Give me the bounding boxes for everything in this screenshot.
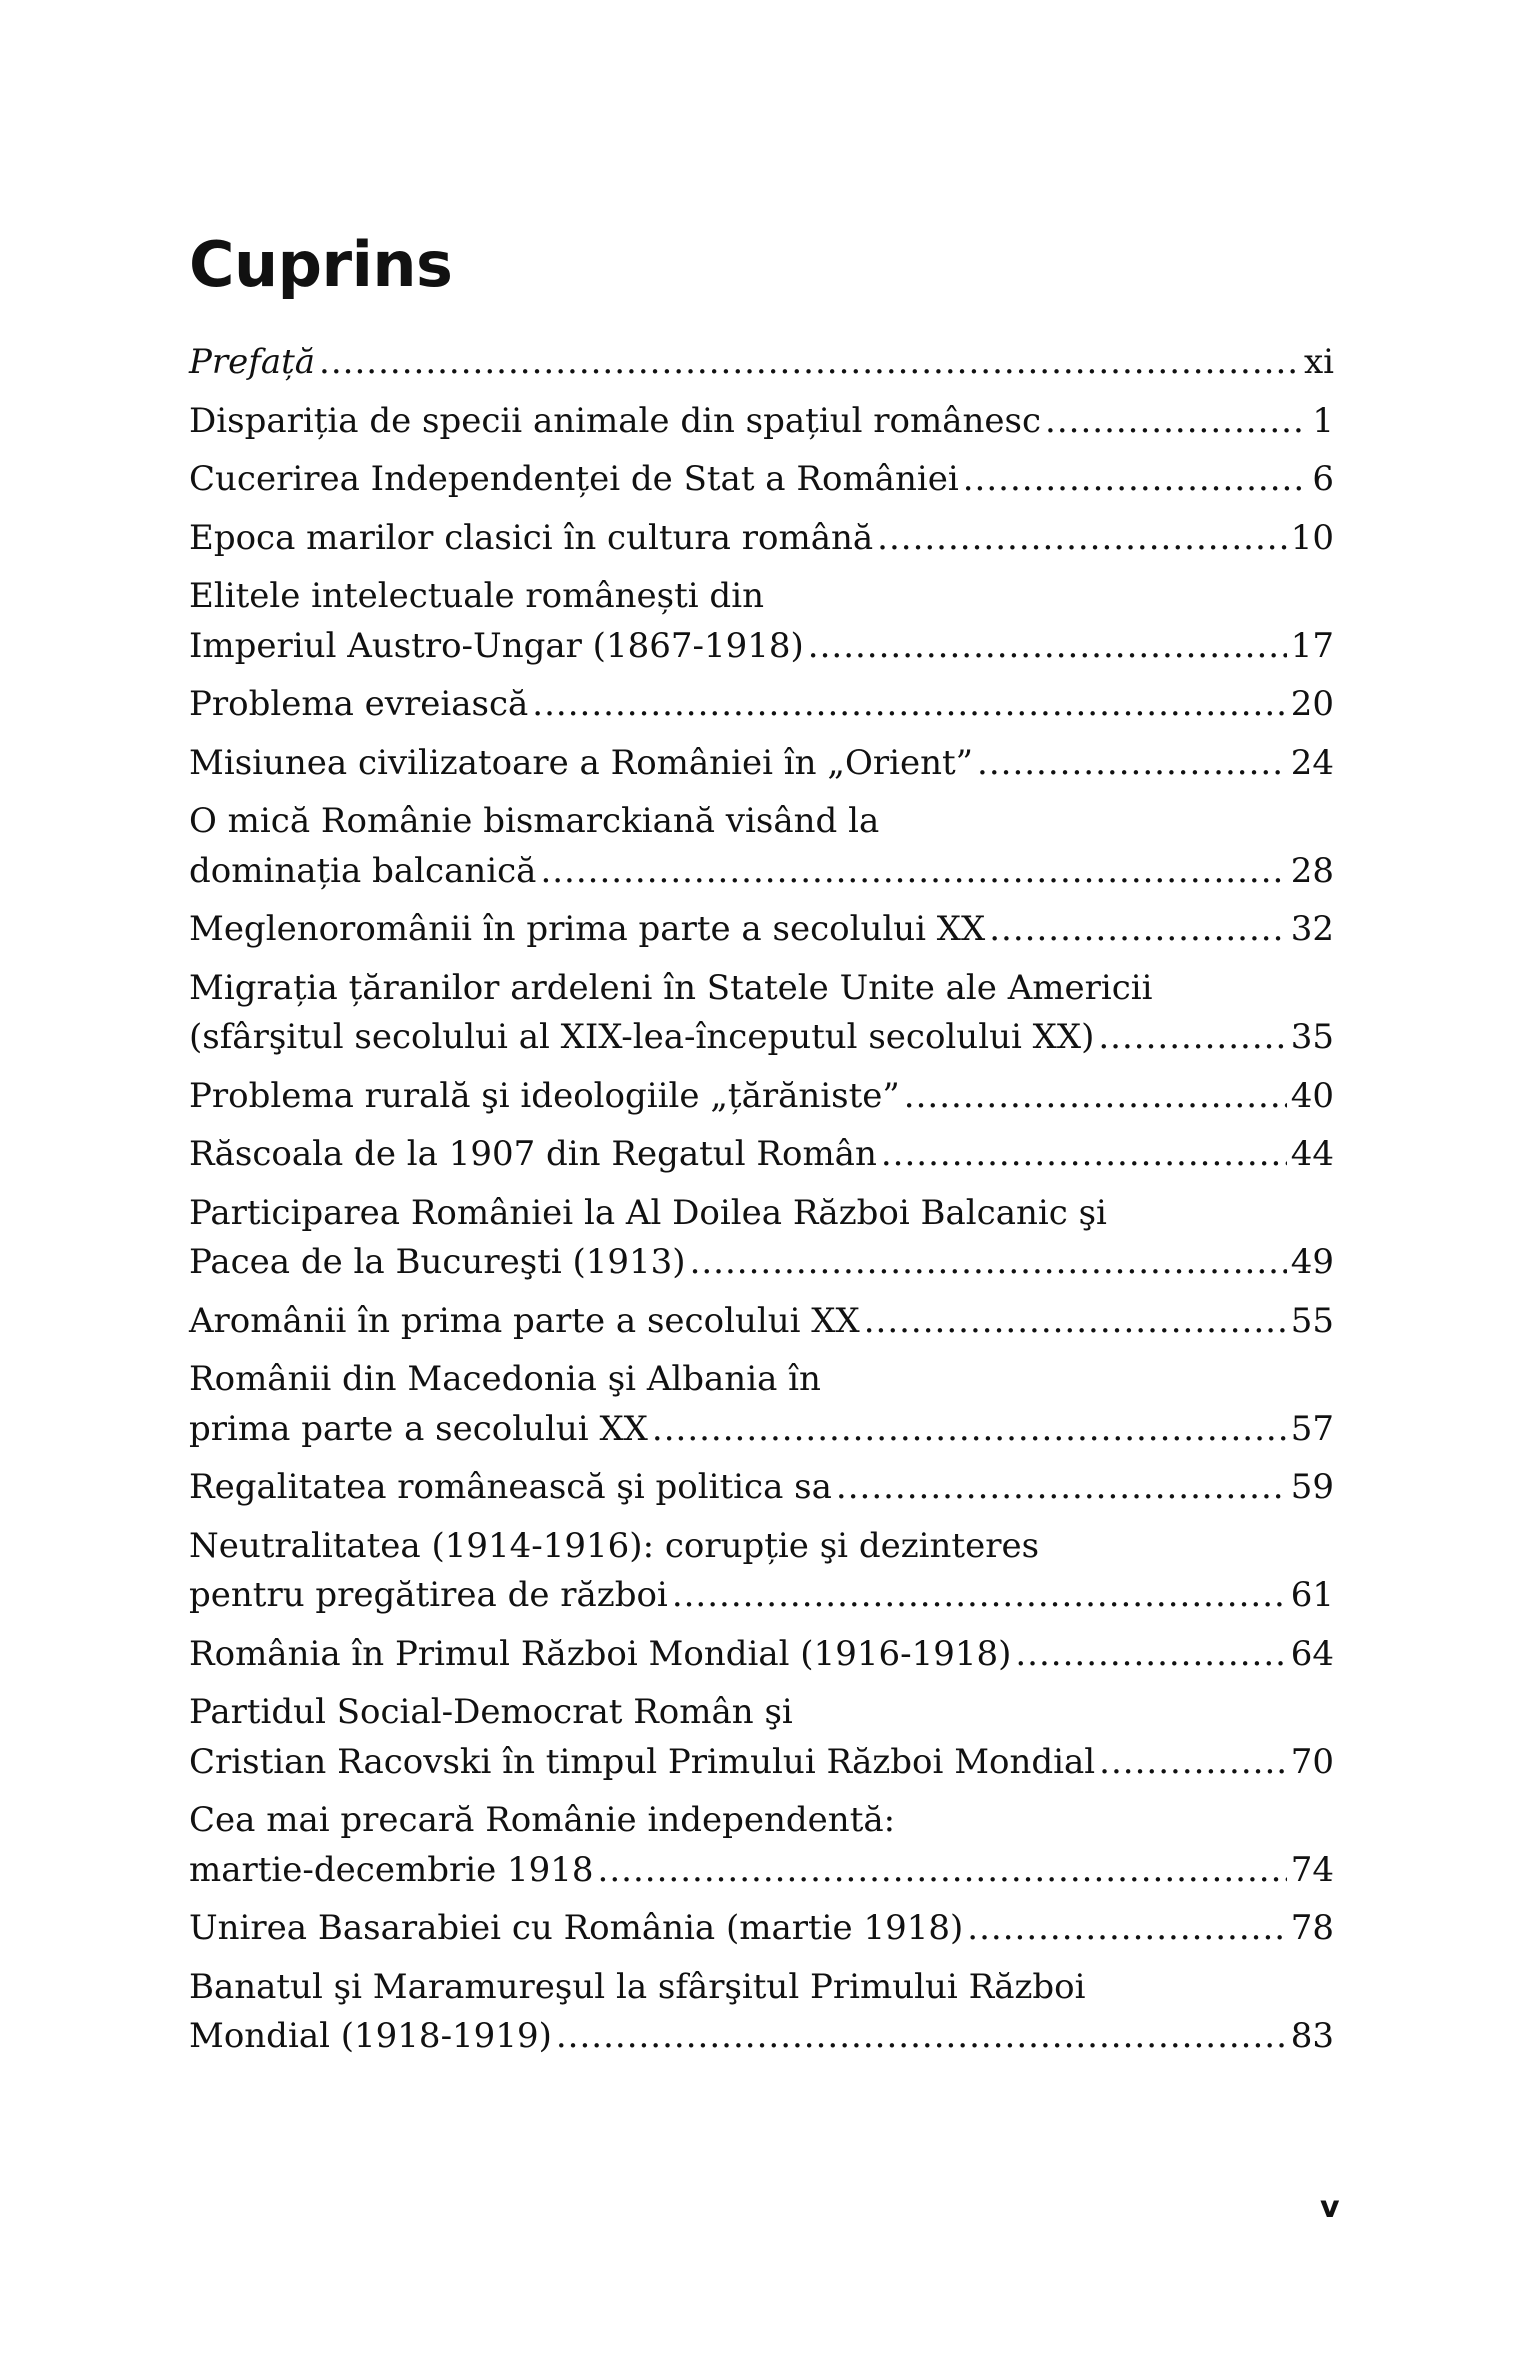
dot-leader bbox=[319, 338, 1300, 388]
toc-entry-line bbox=[189, 1688, 1334, 1738]
toc-entry[interactable] bbox=[189, 455, 1334, 505]
toc-entry-line bbox=[189, 1189, 1334, 1239]
toc-page-number: 74 bbox=[1290, 1849, 1334, 1890]
table-of-contents bbox=[189, 338, 1334, 2071]
toc-entry-line bbox=[189, 905, 1334, 955]
toc-entry-line bbox=[189, 1630, 1334, 1680]
toc-entry-title: O mică Românie bismarckiană visând la bbox=[189, 801, 880, 841]
toc-entry[interactable] bbox=[189, 1189, 1334, 1288]
toc-page-number: 44 bbox=[1290, 1134, 1334, 1174]
toc-page-number: 70 bbox=[1290, 1741, 1334, 1782]
toc-entry-title: pentru pregătirea de război bbox=[189, 1575, 668, 1615]
toc-entry-title: (sfârşitul secolului al XIX-lea-începutul secolului XX) bbox=[189, 1017, 1095, 1057]
toc-page-number: 32 bbox=[1290, 909, 1334, 949]
toc-entry-line bbox=[189, 680, 1334, 730]
toc-entry-title: Mondial (1918-1919) bbox=[189, 2016, 552, 2056]
toc-entry[interactable] bbox=[189, 905, 1334, 955]
toc-entry[interactable] bbox=[189, 1355, 1334, 1454]
toc-entry-line bbox=[189, 739, 1334, 789]
dot-leader bbox=[532, 680, 1286, 730]
toc-entry[interactable] bbox=[189, 964, 1334, 1063]
page-title: Cuprins bbox=[189, 228, 453, 301]
toc-page-number: 83 bbox=[1290, 2016, 1334, 2056]
dot-leader bbox=[540, 847, 1286, 897]
toc-page-number: 10 bbox=[1290, 517, 1334, 558]
dot-leader bbox=[864, 1297, 1287, 1347]
toc-page-number: 49 bbox=[1290, 1242, 1334, 1282]
toc-entry-title: Unirea Basarabiei cu România (martie 1918) bbox=[189, 1908, 964, 1948]
toc-entry-line bbox=[189, 1963, 1334, 2013]
dot-leader bbox=[963, 455, 1309, 505]
dot-leader bbox=[652, 1405, 1287, 1455]
toc-entry-title: Aromânii în prima parte a secolului XX bbox=[189, 1300, 860, 1341]
toc-page-number: 40 bbox=[1290, 1075, 1334, 1116]
dot-leader bbox=[881, 1130, 1287, 1180]
toc-entry-title: Dispariția de specii animale din spațiul românesc bbox=[189, 400, 1042, 441]
toc-entry-title: Epoca marilor clasici în cultura română bbox=[189, 517, 874, 558]
toc-entry-title: Elitele intelectuale românești din bbox=[189, 576, 764, 616]
dot-leader bbox=[1045, 397, 1308, 447]
toc-page-number: 1 bbox=[1312, 400, 1334, 441]
toc-entry[interactable] bbox=[189, 1796, 1334, 1895]
dot-leader bbox=[690, 1238, 1287, 1288]
toc-entry-title: Răscoala de la 1907 din Regatul Român bbox=[189, 1134, 877, 1174]
dot-leader bbox=[904, 1072, 1287, 1122]
toc-entry-title: Imperiul Austro-Ungar (1867-1918) bbox=[189, 625, 804, 666]
toc-entry-title: Banatul şi Maramureşul la sfârşitul Primului Război bbox=[189, 1966, 1086, 2007]
toc-entry-line bbox=[189, 1571, 1334, 1621]
toc-entry-line bbox=[189, 1738, 1334, 1788]
toc-entry[interactable] bbox=[189, 572, 1334, 671]
toc-entry-line bbox=[189, 847, 1334, 897]
toc-entry-line bbox=[189, 1355, 1334, 1405]
toc-entry[interactable] bbox=[189, 1297, 1334, 1347]
toc-entry-line bbox=[189, 514, 1334, 564]
toc-entry[interactable] bbox=[189, 1688, 1334, 1787]
toc-entry-title: Misiunea civilizatoare a României în „Orient” bbox=[189, 742, 974, 783]
toc-page-number: 55 bbox=[1290, 1300, 1334, 1341]
toc-entry-title: martie-decembrie 1918 bbox=[189, 1849, 594, 1890]
toc-page-number: 6 bbox=[1312, 459, 1334, 499]
toc-entry-line bbox=[189, 1297, 1334, 1347]
toc-entry-title: Neutralitatea (1914-1916): corupție şi dezinteres bbox=[189, 1525, 1040, 1566]
toc-entry-line bbox=[189, 455, 1334, 505]
toc-entry-line bbox=[189, 1238, 1334, 1288]
toc-entry-title: România în Primul Război Mondial (1916-1918) bbox=[189, 1633, 1012, 1674]
toc-page-number: xi bbox=[1303, 342, 1334, 382]
toc-entry-line bbox=[189, 1405, 1334, 1455]
toc-entry-line bbox=[189, 1072, 1334, 1122]
dot-leader bbox=[1015, 1630, 1286, 1680]
toc-entry-title: Partidul Social-Democrat Român şi bbox=[189, 1692, 793, 1732]
toc-entry-line bbox=[189, 1463, 1334, 1513]
toc-entry-line bbox=[189, 1130, 1334, 1180]
toc-entry[interactable] bbox=[189, 1072, 1334, 1122]
dot-leader bbox=[1098, 1013, 1286, 1063]
toc-entry-title: Participarea României la Al Doilea Război Balcanic şi bbox=[189, 1192, 1107, 1233]
toc-entry-line bbox=[189, 397, 1334, 447]
toc-page-number: 20 bbox=[1290, 684, 1334, 724]
toc-entry-line bbox=[189, 572, 1334, 622]
dot-leader bbox=[836, 1463, 1287, 1513]
dot-leader bbox=[598, 1846, 1287, 1896]
toc-entry-line bbox=[189, 797, 1334, 847]
dot-leader bbox=[556, 2012, 1287, 2062]
toc-entry-title: Prefață bbox=[189, 342, 316, 382]
toc-entry-line bbox=[189, 338, 1334, 388]
toc-page-number: 61 bbox=[1290, 1575, 1334, 1615]
dot-leader bbox=[977, 739, 1287, 789]
toc-entry[interactable] bbox=[189, 338, 1334, 388]
toc-entry-title: Regalitatea românească şi politica sa bbox=[189, 1467, 832, 1507]
toc-entry-title: Pacea de la Bucureşti (1913) bbox=[189, 1242, 686, 1282]
toc-entry-line bbox=[189, 1846, 1334, 1896]
toc-entry-title: Cucerirea Independenței de Stat a României bbox=[189, 459, 959, 499]
toc-entry-title: prima parte a secolului XX bbox=[189, 1408, 648, 1449]
toc-entry-title: Cristian Racovski în timpul Primului Război Mondial bbox=[189, 1741, 1096, 1782]
toc-page-number: 64 bbox=[1290, 1633, 1334, 1674]
toc-entry[interactable] bbox=[189, 680, 1334, 730]
toc-entry[interactable] bbox=[189, 514, 1334, 564]
toc-entry[interactable] bbox=[189, 1463, 1334, 1513]
toc-entry[interactable] bbox=[189, 1130, 1334, 1180]
dot-leader bbox=[967, 1904, 1286, 1954]
toc-page-number: 17 bbox=[1290, 625, 1334, 666]
toc-entry-line bbox=[189, 1904, 1334, 1954]
toc-entry[interactable] bbox=[189, 797, 1334, 896]
page-number: v bbox=[1320, 2190, 1340, 2225]
toc-entry-line bbox=[189, 622, 1334, 672]
toc-page-number: 78 bbox=[1290, 1908, 1334, 1948]
toc-entry-line bbox=[189, 1796, 1334, 1846]
toc-entry-title: Cea mai precară Românie independentă: bbox=[189, 1800, 896, 1840]
toc-entry-title: dominația balcanică bbox=[189, 850, 537, 891]
dot-leader bbox=[672, 1571, 1287, 1621]
toc-entry-line bbox=[189, 1522, 1334, 1572]
toc-page-number: 24 bbox=[1290, 742, 1334, 783]
dot-leader bbox=[808, 622, 1287, 672]
toc-entry[interactable] bbox=[189, 739, 1334, 789]
dot-leader bbox=[1099, 1738, 1287, 1788]
toc-entry-line bbox=[189, 1013, 1334, 1063]
toc-entry-title: Migrația țăranilor ardeleni în Statele Unite ale Americii bbox=[189, 967, 1153, 1008]
toc-page-number: 28 bbox=[1290, 850, 1334, 891]
toc-entry-title: Meglenoromânii în prima parte a secolului XX bbox=[189, 909, 986, 949]
toc-entry-title: Problema rurală şi ideologiile „țărăniste” bbox=[189, 1075, 900, 1116]
toc-entry[interactable] bbox=[189, 1963, 1334, 2062]
dot-leader bbox=[877, 514, 1287, 564]
toc-page-number: 57 bbox=[1290, 1408, 1334, 1449]
toc-entry-title: Problema evreiască bbox=[189, 684, 529, 724]
toc-page-number: 35 bbox=[1290, 1017, 1334, 1057]
toc-entry-line bbox=[189, 2012, 1334, 2062]
toc-entry[interactable] bbox=[189, 397, 1334, 447]
toc-page-number: 59 bbox=[1290, 1467, 1334, 1507]
toc-entry[interactable] bbox=[189, 1630, 1334, 1680]
toc-entry[interactable] bbox=[189, 1522, 1334, 1621]
toc-entry-title: Românii din Macedonia şi Albania în bbox=[189, 1359, 821, 1399]
toc-entry[interactable] bbox=[189, 1904, 1334, 1954]
toc-entry-line bbox=[189, 964, 1334, 1014]
dot-leader bbox=[989, 905, 1287, 955]
